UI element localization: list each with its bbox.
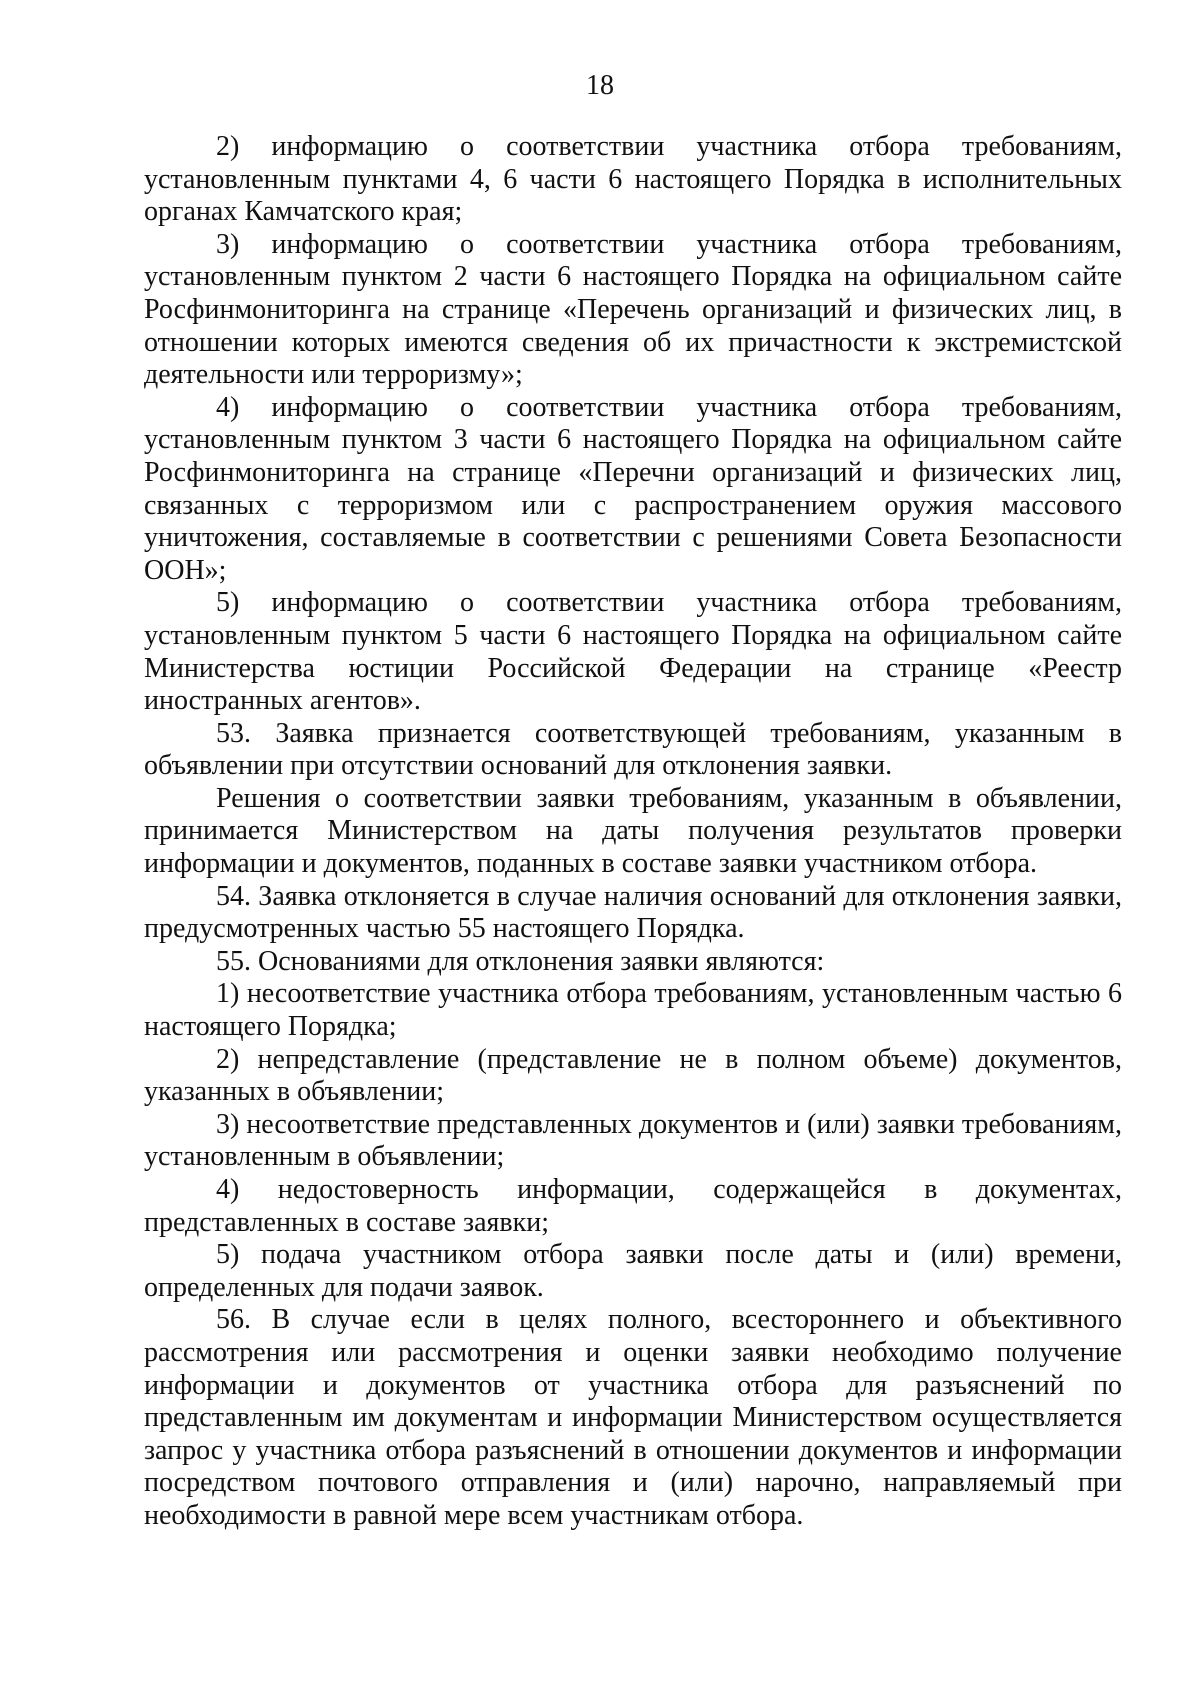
paragraph-ground-2: 2) непредставление (представление не в полном объеме) документов, указанных в объявлении; [144, 1043, 1122, 1108]
document-body [144, 131, 1122, 1533]
paragraph-section-56: 56. В случае если в целях полного, всестороннего и объективного рассмотрения или рассмотрения и оценки заявки необходимо получение информации и документов от участника отбора для разъяснений по представленным им документам и информации Министерством осуществляется запрос у участника отбора разъяснений в отношении документов и информации посредством почтового отправления и (или) нарочно, направляемый при необходимости в равной мере всем участникам отбора. [144, 1304, 1122, 1531]
paragraph-section-55: 55. Основаниями для отклонения заявки являются: [216, 945, 825, 977]
paragraph-ground-3: 3) несоответствие представленных документов и (или) заявки требованиям, установленным в объявлении; [144, 1108, 1122, 1173]
paragraph-item-3: 3) информацию о соответствии участника отбора требованиям, установленным пунктом 2 части 6 настоящего Порядка на официальном сайте Росфинмониторинга на странице «Перечень организаций и физических лиц, в отношении которых имеются сведения об их причастности к экстремистской деятельности или терроризму»; [144, 228, 1122, 391]
page-number: 18 [586, 70, 614, 101]
paragraph-section-54: 54. Заявка отклоняется в случае наличия оснований для отклонения заявки, предусмотренных частью 55 настоящего Порядка. [144, 880, 1122, 945]
paragraph-item-4: 4) информацию о соответствии участника отбора требованиям, установленным пунктом 3 части 6 настоящего Порядка на официальном сайте Росфинмониторинга на странице «Перечни организаций и физических лиц, связанных с терроризмом или с распространением оружия массового уничтожения, составляемые в соответствии с решениями Совета Безопасности ООН»; [144, 391, 1122, 586]
paragraph-item-2: 2) информацию о соответствии участника отбора требованиям, установленным пунктами 4, 6 части 6 настоящего Порядка в исполнительных органах Камчатского края; [144, 131, 1122, 228]
paragraph-ground-4: 4) недостоверность информации, содержащейся в документах, представленных в составе заявки; [144, 1174, 1122, 1238]
paragraph-section-53-decision: Решения о соответствии заявки требованиям, указанным в объявлении, принимается Министерством на даты получения результатов проверки информации и документов, поданных в составе заявки участником отбора. [144, 782, 1122, 880]
paragraph-ground-5: 5) подача участником отбора заявки после даты и (или) времени, определенных для подачи заявок. [144, 1239, 1122, 1303]
paragraph-section-53: 53. Заявка признается соответствующей требованиям, указанным в объявлении при отсутствии оснований для отклонения заявки. [144, 717, 1122, 782]
paragraph-ground-1: 1) несоответствие участника отбора требованиям, установленным частью 6 настоящего Порядка; [144, 978, 1122, 1043]
paragraph-item-5: 5) информацию о соответствии участника отбора требованиям, установленным пунктом 5 части 6 настоящего Порядка на официальном сайте Министерства юстиции Российской Федерации на странице «Реестр иностранных агентов». [144, 587, 1122, 717]
